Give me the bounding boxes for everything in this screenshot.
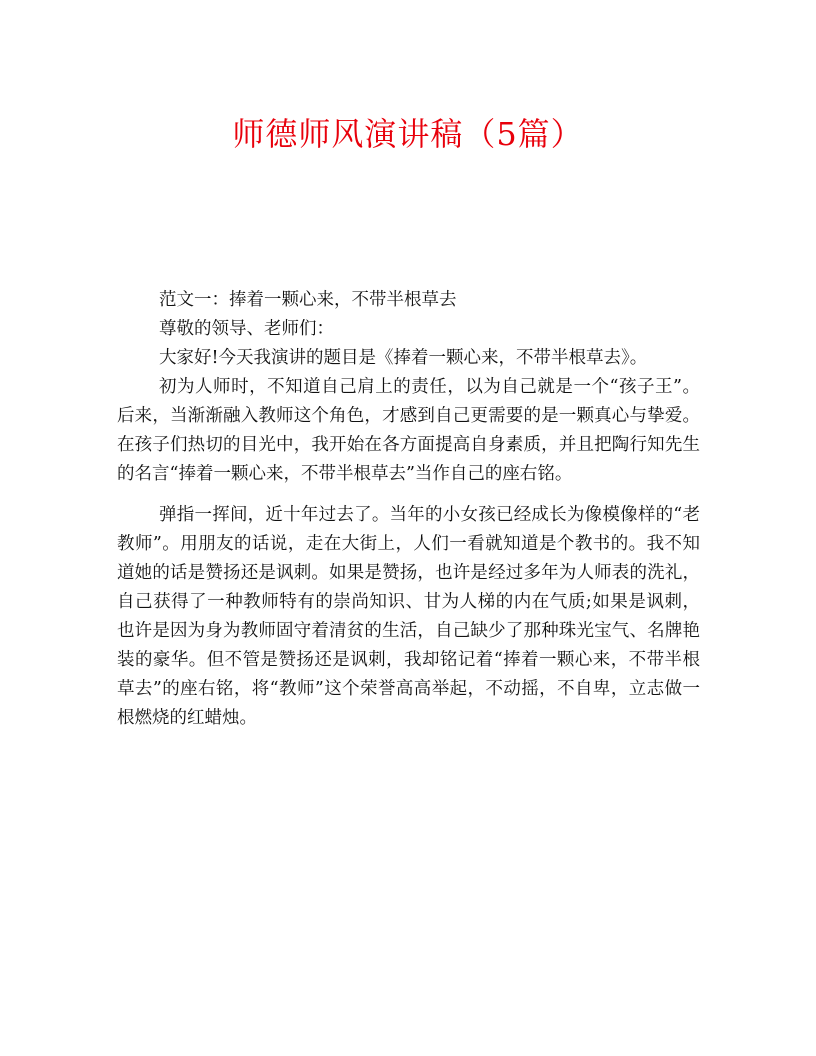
- paragraph-salutation: 尊敬的领导、老师们：: [159, 319, 334, 339]
- paragraph-body-1: 初为人师时，不知道自己肩上的责任，以为自己就是一个“孩子王”。后来，当渐渐融入教师这个角色，才感到自己更需要的是一颗真心与挚爱。在孩子们热切的目光中，我开始在各方面提高自身素质，并且把陶行知先生的名言“捧着一颗心来，不带半根草去”当作自己的座右铭。: [117, 377, 700, 484]
- document-title: 师德师风演讲稿（5篇）: [232, 115, 584, 153]
- document-body: [117, 286, 700, 733]
- paragraph-body-2: 弹指一挥间，近十年过去了。当年的小女孩已经成长为像模像样的“老教师”。用朋友的话说，走在大街上，人们一看就知道是个教书的。我不知道她的话是赞扬还是讽刺。如果是赞扬，也许是经过多年为人师表的洗礼，自己获得了一种教师特有的崇尚知识、甘为人梯的内在气质;如果是讽刺，也许是因为身为教师固守着清贫的生活，自己缺少了那种珠光宝气、名牌艳装的豪华。但不管是赞扬还是讽刺，我却铭记着“捧着一颗心来，不带半根草去”的座右铭，将“教师”这个荣誉高高举起，不动摇，不自卑，立志做一根燃烧的红蜡烛。: [117, 505, 700, 728]
- paragraph-essay-heading: 范文一：捧着一颗心来，不带半根草去: [159, 290, 457, 310]
- paragraph-greeting: 大家好!今天我演讲的题目是《捧着一颗心来，不带半根草去》。: [159, 348, 648, 368]
